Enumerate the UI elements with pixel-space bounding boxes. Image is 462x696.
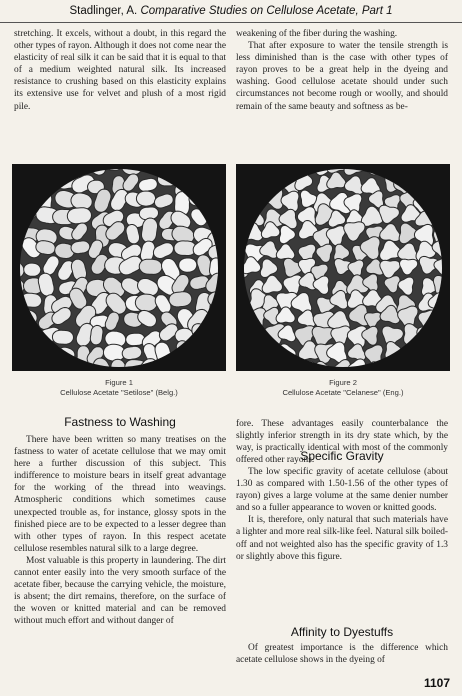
fiber-cross-section: [385, 164, 403, 178]
fiber-cross-section: [56, 361, 78, 371]
bottom-left-column: [14, 434, 226, 628]
fiber-cross-section: [179, 258, 197, 272]
micrograph-image: [236, 164, 450, 371]
fiber-cross-section: [430, 362, 449, 372]
fiber-cross-section: [236, 363, 244, 371]
fiber-cross-section: [209, 164, 224, 174]
fiber-cross-section: [122, 346, 142, 359]
figure-caption-text: Cellulose Acetate "Celanese" (Eng.): [282, 387, 404, 397]
fiber-cross-section: [433, 275, 450, 295]
fiber-cross-section: [37, 366, 55, 371]
fiber-cross-section: [191, 344, 213, 362]
fiber-cross-section: [236, 346, 247, 362]
fiber-cross-section: [212, 205, 225, 225]
header-author: Stadlinger, A.: [69, 5, 138, 17]
fiber-cross-section: [246, 359, 262, 372]
fiber-cross-section: [415, 164, 431, 177]
fiber-cross-section: [21, 293, 42, 307]
fiber-cross-section: [139, 178, 158, 191]
fiber-cross-section: [429, 164, 450, 176]
paragraph: fore. These advantages easily counterbalance the slightly inferior strength in its dry state which, by the way, is practically identical with most of the commonly offered other rayons.: [236, 419, 448, 466]
fiber-cross-section: [433, 348, 450, 367]
fiber-cross-section: [236, 329, 249, 347]
fiber-cross-section: [20, 164, 37, 175]
fiber-cross-section: [236, 222, 247, 240]
fiber-cross-section: [12, 223, 21, 243]
figure-2-caption: [236, 378, 450, 397]
figure-2-micrograph: [236, 164, 450, 371]
fiber-cross-section: [236, 312, 247, 331]
fiber-cross-section: [432, 326, 450, 344]
fiber-cross-section: [236, 173, 252, 192]
fiber-cross-section: [399, 164, 419, 178]
micrograph-image: [12, 164, 226, 371]
fiber-cross-section: [78, 362, 90, 371]
fiber-cross-section: [191, 175, 208, 197]
section-heading-fastness: Fastness to Washing: [64, 415, 176, 429]
fiber-cross-section: [205, 171, 226, 187]
fiber-cross-section: [139, 259, 162, 274]
paragraph: stretching. It excels, without a doubt, in this regard the other types of rayon. Although it does not come near the elasticity of real silk it can be said that it is equal to that of a medium weighted natural silk. Its increased resistance to crushing based on this elasticity explains its extensive use for velvet and plush of a most rigid pile.: [14, 29, 226, 112]
fiber-cross-section: [382, 362, 401, 371]
fiber-cross-section: [161, 361, 181, 371]
fiber-cross-section: [142, 218, 158, 243]
fiber-cross-section: [102, 164, 123, 170]
fiber-cross-section: [19, 365, 41, 371]
header-title: Comparative Studies on Cellulose Acetate, Part 1: [140, 5, 393, 17]
fiber-cross-section: [260, 362, 278, 371]
figure-label: Figure 2: [329, 378, 357, 387]
fiber-cross-section: [12, 311, 28, 329]
paragraph: That after exposure to water the tensile strength is less diminished than is the case with other types of rayon proves to be a great help in the dyeing and washing. Good cellulose acetate should under such circumstances not become rough or woolly, and should remain of the same beauty and softness as be-: [236, 41, 448, 112]
fiber-cross-section: [193, 360, 213, 371]
fiber-cross-section: [18, 310, 37, 325]
fiber-cross-section: [244, 209, 264, 226]
fiber-cross-section: [21, 341, 39, 359]
fiber-cross-section: [12, 172, 26, 189]
fiber-cross-section: [258, 176, 280, 197]
fiber-cross-section: [12, 186, 20, 210]
fiber-cross-section: [69, 164, 87, 176]
fiber-cross-section: [196, 164, 210, 179]
fiber-cross-section: [246, 308, 266, 330]
fiber-cross-section: [23, 175, 40, 188]
figure-label: Figure 1: [105, 378, 133, 387]
fiber-cross-section: [431, 312, 449, 329]
fiber-cross-section: [12, 208, 21, 223]
fiber-cross-section: [12, 324, 20, 344]
figure-1-micrograph: [12, 164, 226, 371]
fiber-cross-section: [169, 292, 192, 307]
paragraph: Most valuable is this property in laundering. The dirt cannot enter easily into the very smooth surface of the acetate fiber, because the carrying vehicle, the moisture, is absent; the dirt remains, therefore, on the surface of the woven or knitted material and can be removed without much effort and without danger of: [14, 555, 226, 627]
fiber-cross-section: [176, 341, 192, 359]
fiber-cross-section: [12, 349, 20, 365]
fiber-cross-section: [136, 191, 155, 206]
fiber-cross-section: [247, 176, 266, 198]
fiber-cross-section: [236, 275, 245, 294]
fiber-cross-section: [171, 164, 193, 176]
fiber-cross-section: [52, 330, 73, 344]
fiber-cross-section: [236, 212, 248, 230]
fiber-cross-section: [247, 195, 266, 212]
fiber-cross-section: [249, 164, 267, 175]
fiber-cross-section: [208, 192, 225, 213]
fiber-cross-section: [236, 195, 250, 210]
page-number: 1107: [423, 676, 450, 690]
fiber-cross-section: [35, 164, 55, 178]
section-heading-affinity: Affinity to Dyestuffs: [290, 625, 394, 639]
fiber-cross-section: [12, 364, 23, 371]
fiber-cross-section: [275, 362, 298, 371]
fiber-cross-section: [260, 342, 277, 361]
figure-1-caption: [12, 378, 226, 397]
fiber-cross-section: [24, 263, 41, 276]
gravity-text: [236, 466, 448, 563]
fiber-cross-section: [414, 358, 431, 371]
fiber-cross-section: [24, 330, 42, 344]
fiber-cross-section: [211, 362, 226, 371]
fiber-cross-section: [416, 344, 435, 361]
paragraph: It is, therefore, only natural that such materials have a lighter and more real silk-like feel. Natural silk boiled-off and not weighted also has the specific gravity of 1.3 or slightly above this figure.: [236, 515, 448, 562]
fiber-cross-section: [283, 164, 301, 178]
top-right-column: [236, 28, 448, 113]
paragraph: The low specific gravity of acetate cellulose (about 1.30 as compared with 1.50-1.56 of the other types of rayon) gives a large volume at the same denier number and so a fuller appearance to woven or knitted goods.: [236, 467, 448, 514]
fiber-cross-section: [301, 164, 318, 174]
fiber-cross-section: [203, 341, 225, 359]
fiber-cross-section: [157, 173, 177, 186]
fiber-cross-section: [206, 312, 226, 331]
running-header: [0, 0, 462, 23]
fiber-cross-section: [248, 343, 266, 359]
fiber-cross-section: [71, 241, 90, 254]
paragraph: weakening of the fiber during the washing.: [236, 29, 398, 39]
figure-caption-text: Cellulose Acetate "Setilose" (Belg.): [60, 387, 178, 397]
fiber-cross-section: [399, 347, 416, 366]
fiber-cross-section: [12, 293, 24, 306]
affinity-text: [236, 642, 448, 666]
fiber-cross-section: [54, 164, 74, 173]
fiber-cross-section: [36, 241, 55, 255]
fiber-cross-section: [40, 344, 62, 361]
fiber-cross-section: [206, 325, 225, 342]
fiber-cross-section: [71, 193, 92, 209]
section-heading-gravity: Specific Gravity: [300, 449, 384, 463]
fiber-cross-section: [192, 324, 209, 344]
fiber-cross-section: [158, 164, 175, 172]
fiber-cross-section: [12, 243, 19, 261]
fiber-cross-section: [242, 329, 261, 347]
fiber-cross-section: [413, 169, 434, 187]
fiber-cross-section: [12, 164, 24, 179]
fiber-cross-section: [417, 326, 439, 346]
paragraph: Of greatest importance is the difference which acetate cellulose shows in the dyeing of: [236, 643, 448, 666]
fiber-cross-section: [67, 208, 91, 224]
fiber-cross-section: [135, 294, 157, 311]
fiber-cross-section: [90, 325, 103, 345]
fiber-cross-section: [435, 209, 451, 232]
fiber-cross-section: [236, 164, 251, 180]
paragraph: There have been written so many treatises on the fastness to water of acetate cellulose that we may omit here a further discussion of this subject. This indifference to moisture bears in itself great advantage for the working of the thread into weavings. Atmospheric conditions which sometimes cause unexpected trouble as, for instance, glossy spots in the finished piece are to be expected to a lesser degree than with other types of rayon. In this respect acetate cellulose resembles natural silk to a large degree.: [14, 435, 226, 554]
fiber-cross-section: [22, 188, 37, 212]
fiber-cross-section: [189, 189, 210, 206]
fiber-cross-section: [402, 364, 421, 371]
fiber-cross-section: [40, 177, 61, 191]
fiber-cross-section: [177, 360, 198, 371]
fiber-cross-section: [260, 164, 280, 174]
fiber-cross-section: [429, 191, 446, 206]
top-left-column: [14, 28, 226, 113]
fiber-cross-section: [436, 175, 451, 194]
fiber-cross-section: [236, 290, 243, 308]
